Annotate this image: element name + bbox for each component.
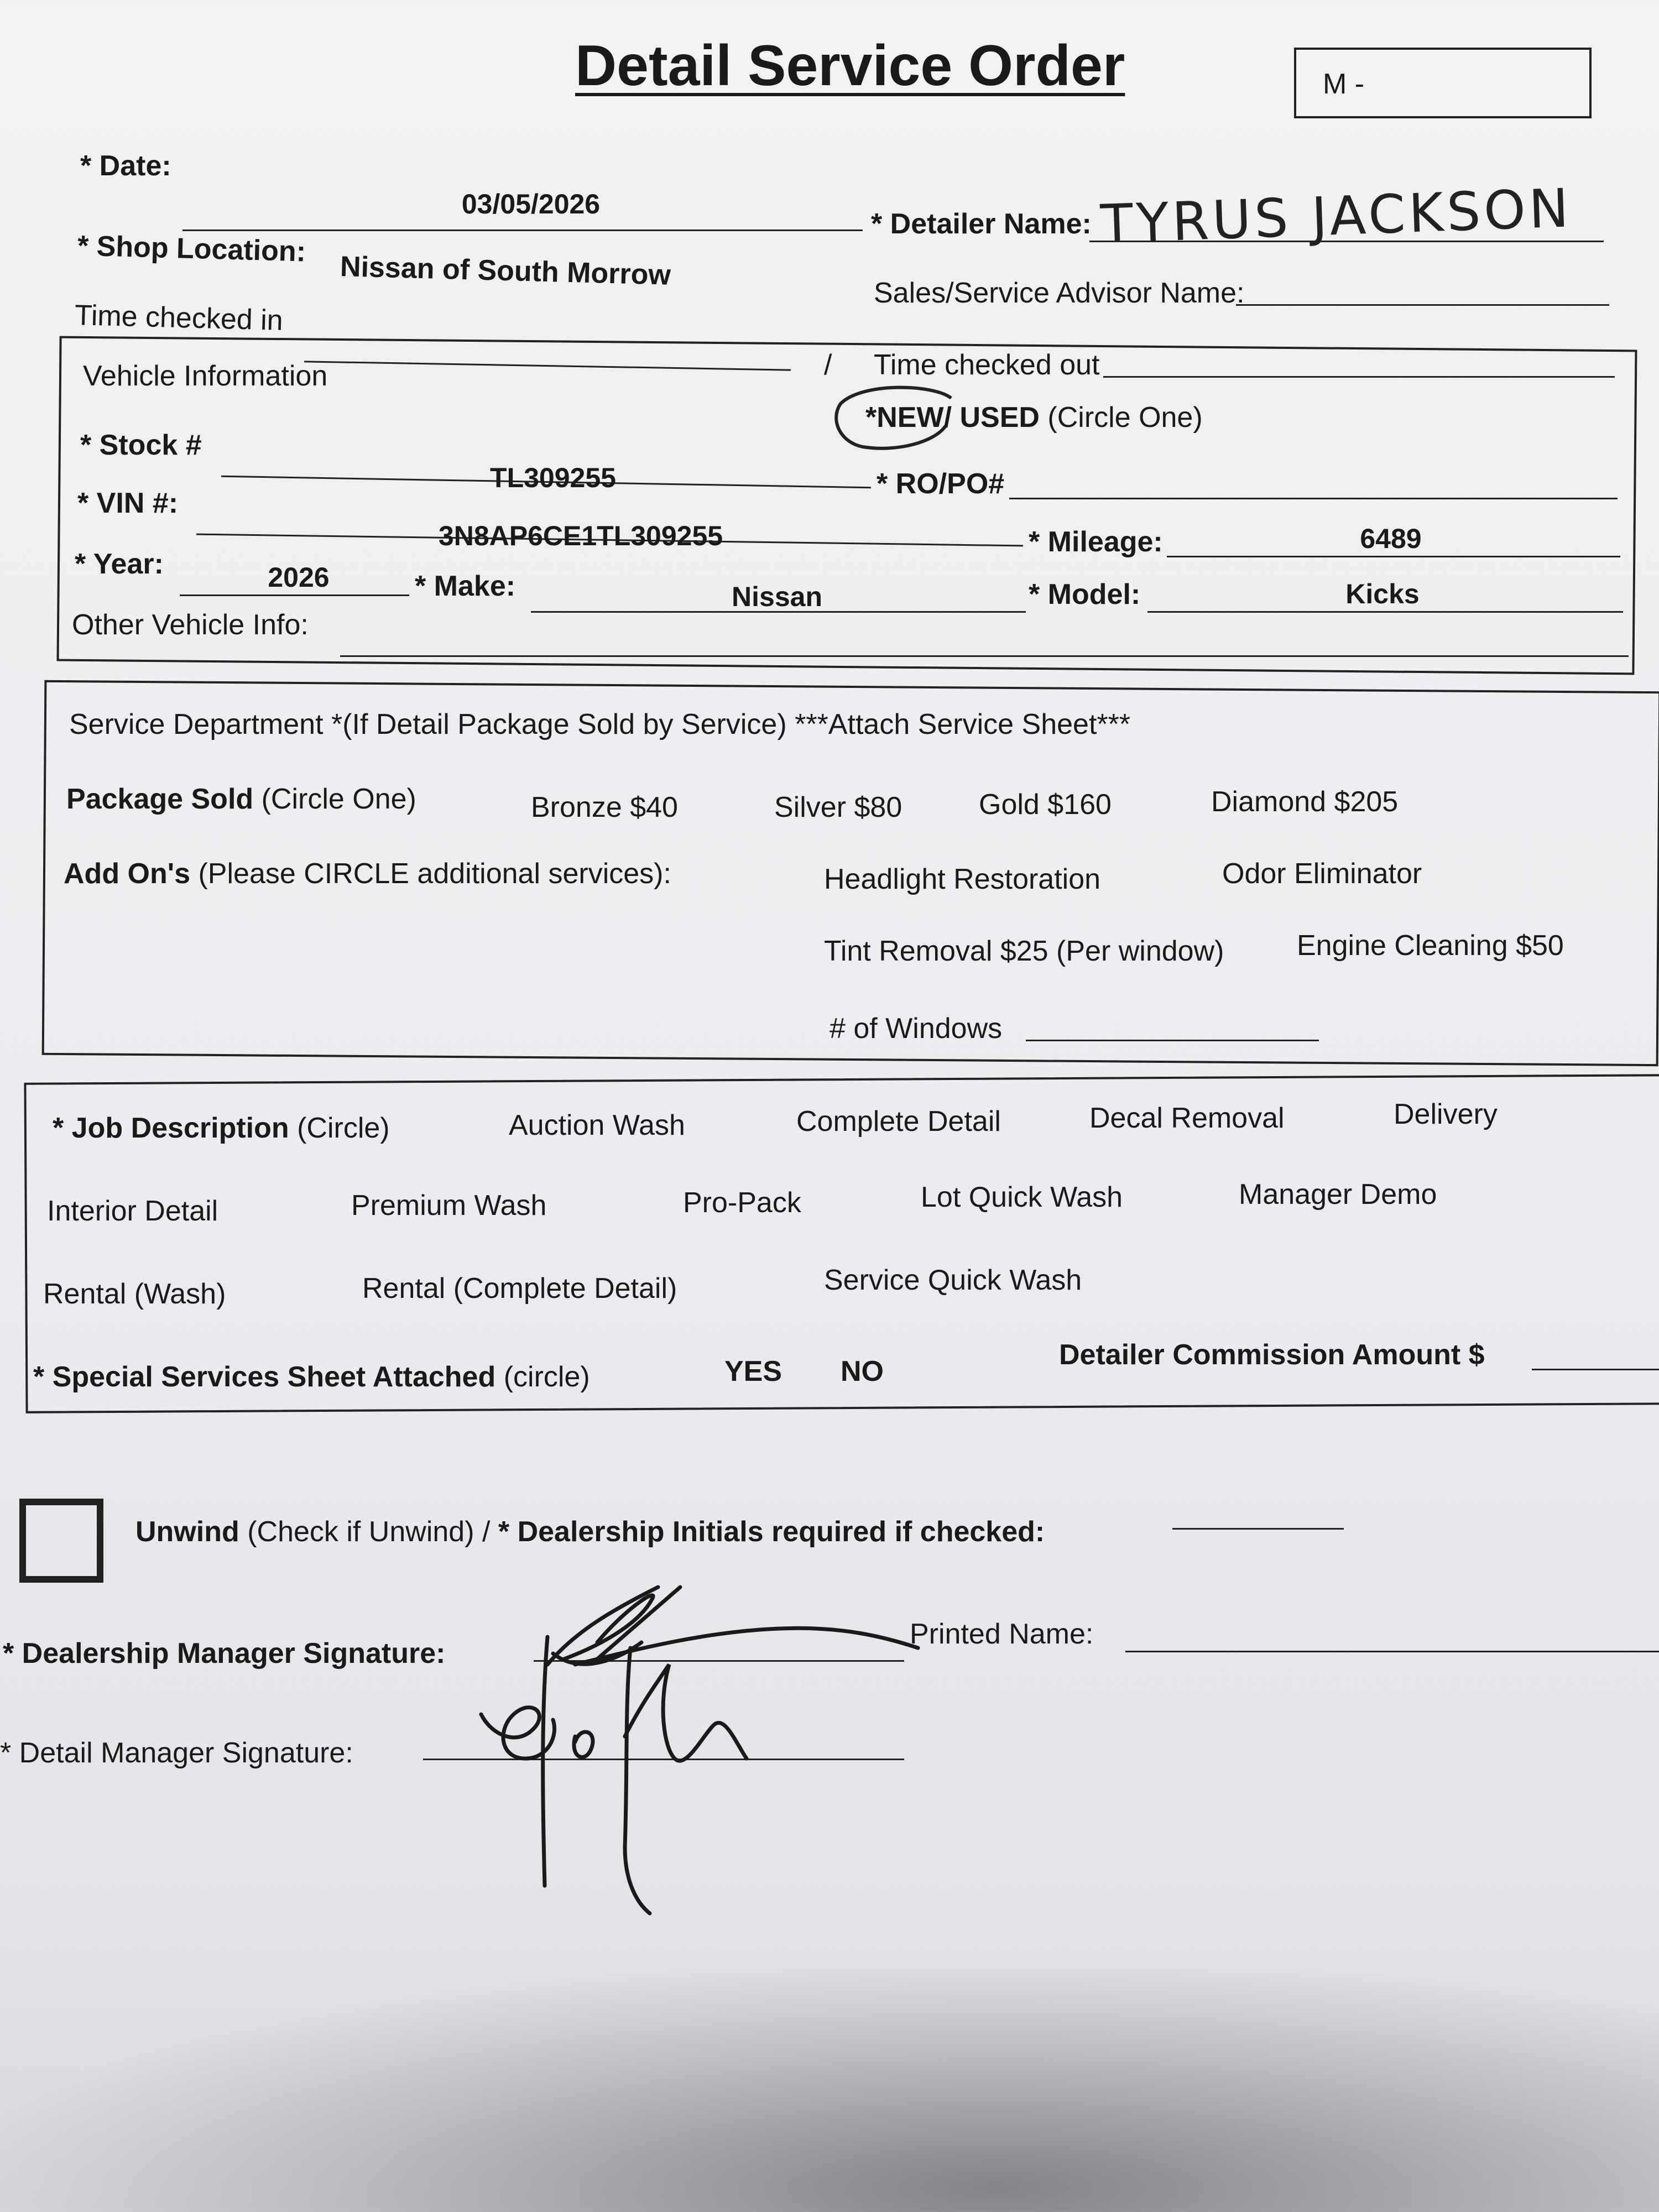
unwind-hint: (Check if Unwind) / bbox=[247, 1516, 491, 1548]
add-ons-label: Add On's bbox=[64, 858, 191, 890]
job-premium-wash[interactable]: Premium Wash bbox=[351, 1190, 547, 1222]
unwind-label: Unwind bbox=[135, 1516, 239, 1548]
ro-po-line bbox=[1009, 498, 1618, 499]
package-sold-hint: (Circle One) bbox=[261, 783, 416, 815]
form-title: Detail Service Order bbox=[575, 34, 1125, 98]
package-silver[interactable]: Silver $80 bbox=[774, 791, 902, 823]
job-service-quick-wash[interactable]: Service Quick Wash bbox=[824, 1264, 1082, 1296]
dealership-initials-line[interactable] bbox=[1172, 1528, 1344, 1530]
dealership-initials-label: * Dealership Initials required if checked: bbox=[498, 1516, 1045, 1548]
job-decal-removal[interactable]: Decal Removal bbox=[1089, 1102, 1285, 1134]
model-label: * Model: bbox=[1029, 578, 1141, 611]
vehicle-information-label: Vehicle Information bbox=[83, 360, 328, 392]
detail-manager-signature bbox=[459, 1615, 813, 1924]
circle-one-hint: (Circle One) bbox=[1047, 401, 1203, 434]
unwind-row bbox=[135, 1515, 1045, 1548]
advisor-label: Sales/Service Advisor Name: bbox=[874, 277, 1245, 309]
special-services-yes[interactable]: YES bbox=[724, 1355, 782, 1387]
special-services-hint: (circle) bbox=[503, 1361, 590, 1393]
new-used-asterisk: * bbox=[865, 401, 877, 434]
job-interior-detail[interactable]: Interior Detail bbox=[47, 1195, 218, 1227]
add-ons-row bbox=[64, 857, 671, 890]
photo-shadow bbox=[0, 1969, 1659, 2212]
job-lot-quick-wash[interactable]: Lot Quick Wash bbox=[921, 1181, 1123, 1213]
job-description-label: * Job Description bbox=[53, 1112, 289, 1144]
order-number-prefix: M - bbox=[1323, 68, 1365, 100]
time-checked-out-label: Time checked out bbox=[874, 349, 1100, 381]
job-manager-demo[interactable]: Manager Demo bbox=[1239, 1178, 1437, 1211]
special-services-no[interactable]: NO bbox=[841, 1355, 884, 1387]
addon-tint-removal[interactable]: Tint Removal $25 (Per window) bbox=[824, 935, 1224, 967]
vin-label: * VIN #: bbox=[77, 487, 179, 519]
addon-headlight-restoration[interactable]: Headlight Restoration bbox=[824, 863, 1101, 895]
detailer-name-value[interactable]: TYRUS JACKSON bbox=[1099, 177, 1573, 255]
stock-value[interactable]: TL309255 bbox=[490, 462, 616, 493]
printed-name-line[interactable] bbox=[1125, 1651, 1659, 1652]
model-line bbox=[1147, 611, 1623, 613]
other-vehicle-info-line bbox=[340, 655, 1629, 657]
commission-label: Detailer Commission Amount $ bbox=[1059, 1339, 1485, 1371]
special-services-row bbox=[33, 1360, 590, 1394]
shop-location-value: Nissan of South Morrow bbox=[340, 251, 671, 291]
model-value[interactable]: Kicks bbox=[1345, 578, 1420, 609]
mileage-label: * Mileage: bbox=[1029, 526, 1163, 558]
detailer-name-label: * Detailer Name: bbox=[871, 208, 1092, 240]
new-option[interactable]: NEW bbox=[877, 401, 944, 434]
date-line bbox=[182, 229, 863, 231]
windows-label: # of Windows bbox=[830, 1013, 1003, 1045]
date-value[interactable]: 03/05/2026 bbox=[461, 189, 601, 220]
mileage-line bbox=[1167, 556, 1620, 557]
package-bronze[interactable]: Bronze $40 bbox=[531, 791, 678, 823]
job-delivery[interactable]: Delivery bbox=[1394, 1098, 1498, 1130]
year-label: * Year: bbox=[75, 548, 164, 580]
job-rental-wash[interactable]: Rental (Wash) bbox=[43, 1278, 226, 1310]
addon-odor-eliminator[interactable]: Odor Eliminator bbox=[1222, 858, 1422, 890]
ro-po-label: * RO/PO# bbox=[877, 468, 1005, 500]
year-line bbox=[180, 594, 409, 596]
shop-location-label: * Shop Location: bbox=[77, 229, 306, 268]
windows-line[interactable] bbox=[1026, 1040, 1319, 1041]
service-department-heading: Service Department *(If Detail Package Sold by Service) ***Attach Service Sheet*** bbox=[69, 708, 1131, 740]
stock-label: * Stock # bbox=[80, 429, 202, 461]
used-option[interactable]: / USED bbox=[943, 401, 1040, 434]
job-auction-wash[interactable]: Auction Wash bbox=[509, 1109, 685, 1141]
vin-value[interactable]: 3N8AP6CE1TL309255 bbox=[438, 520, 723, 551]
job-complete-detail[interactable]: Complete Detail bbox=[796, 1105, 1001, 1138]
time-checked-in-label: Time checked in bbox=[74, 299, 284, 337]
dealership-manager-signature-label: * Dealership Manager Signature: bbox=[3, 1637, 446, 1670]
printed-name-label: Printed Name: bbox=[910, 1618, 1094, 1650]
make-value[interactable]: Nissan bbox=[732, 581, 822, 612]
job-description-row bbox=[53, 1112, 390, 1145]
order-number-box[interactable] bbox=[1294, 48, 1592, 118]
detail-manager-signature-label: * Detail Manager Signature: bbox=[0, 1737, 353, 1769]
make-label: * Make: bbox=[415, 570, 516, 602]
job-description-hint: (Circle) bbox=[297, 1112, 390, 1144]
job-pro-pack[interactable]: Pro-Pack bbox=[683, 1187, 801, 1219]
new-selection-circle bbox=[830, 382, 962, 465]
package-diamond[interactable]: Diamond $205 bbox=[1211, 786, 1399, 818]
special-services-label: * Special Services Sheet Attached bbox=[33, 1361, 496, 1393]
other-vehicle-info-label: Other Vehicle Info: bbox=[72, 609, 309, 641]
advisor-line bbox=[1236, 304, 1609, 306]
date-label: * Date: bbox=[80, 150, 171, 182]
package-gold[interactable]: Gold $160 bbox=[979, 789, 1112, 821]
package-sold-row bbox=[66, 782, 416, 816]
addon-engine-cleaning[interactable]: Engine Cleaning $50 bbox=[1297, 930, 1564, 962]
job-rental-complete-detail[interactable]: Rental (Complete Detail) bbox=[362, 1272, 677, 1305]
year-value[interactable]: 2026 bbox=[268, 562, 330, 593]
mileage-value[interactable]: 6489 bbox=[1360, 523, 1422, 554]
unwind-checkbox[interactable] bbox=[19, 1499, 103, 1583]
package-sold-label: Package Sold bbox=[66, 783, 254, 815]
commission-line[interactable] bbox=[1532, 1369, 1659, 1370]
add-ons-hint: (Please CIRCLE additional services): bbox=[198, 858, 671, 890]
time-separator: / bbox=[824, 349, 832, 381]
